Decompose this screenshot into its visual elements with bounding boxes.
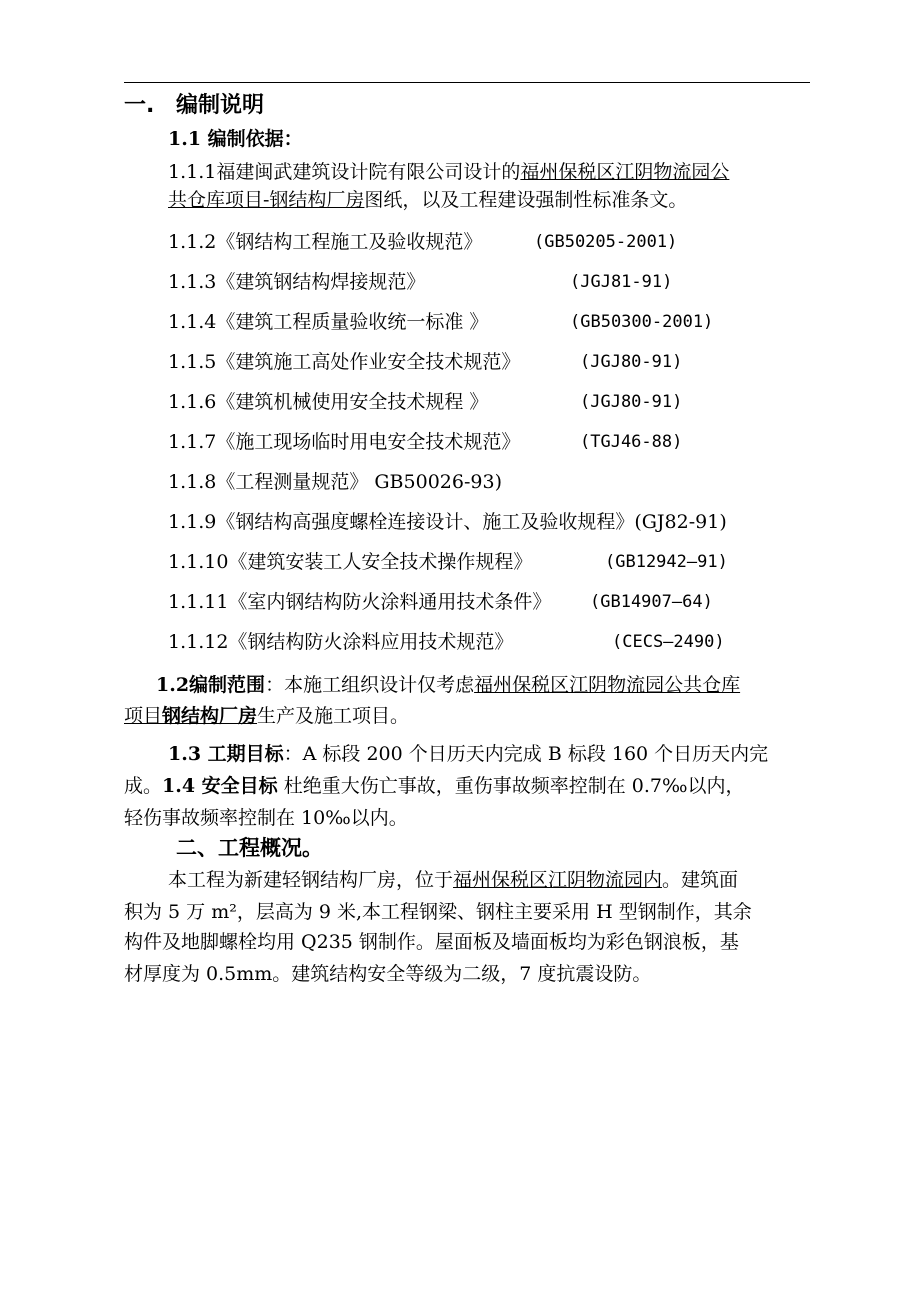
subsection-1-2-line1 <box>156 673 740 697</box>
schedule-text: 成。 <box>124 775 163 797</box>
project-name-link: 福州保税区江阴物流园公 <box>520 161 730 183</box>
ref-code: (GB12942—91) <box>605 552 728 572</box>
overview-line1 <box>168 868 738 892</box>
subsection-label: 1.3 工期目标 <box>168 743 284 765</box>
project-building: 钢结构厂房 <box>162 705 258 727</box>
ref-prefix: 1.1.1 <box>168 161 217 183</box>
ref-code: (GB14907—64) <box>590 592 713 612</box>
ref-code: (CECS—2490) <box>612 632 725 652</box>
subsection-1-1: 1.1 编制依据： <box>168 128 303 150</box>
section-heading-2: 二、工程概况。 <box>176 835 323 860</box>
ref-item: 1.1.7《施工现场临时用电安全技术规范》 <box>168 431 521 453</box>
subsection-label: 1.2编制范围 <box>156 674 266 696</box>
ref-item: 1.1.11《室内钢结构防火涂料通用技术条件》 <box>168 591 552 613</box>
ref-code: (JGJ81-91) <box>570 272 673 292</box>
location-link: 福州保税区江阴物流园内 <box>453 869 663 891</box>
ref-item: 1.1.10《建筑安装工人安全技术操作规程》 <box>168 551 533 573</box>
subsection-1-4-line2: 轻伤事故频率控制在 10‰以内。 <box>124 807 408 829</box>
ref-text: 福建闽武建筑设计院有限公司设计的 <box>216 161 521 183</box>
ref-item: 1.1.5《建筑施工高处作业安全技术规范》 <box>168 351 521 373</box>
ref-1-1-1-line2 <box>168 188 687 212</box>
ref-item: 1.1.12《钢结构防火涂料应用技术规范》 <box>168 631 514 653</box>
ref-item: 1.1.8《工程测量规范》 GB50026-93) <box>168 471 502 493</box>
ref-code: (TGJ46-88) <box>580 432 683 452</box>
overview-line3: 构件及地脚螺栓均用 Q235 钢制作。屋面板及墙面板均为彩色钢浪板，基 <box>124 931 739 953</box>
ref-code: (JGJ80-91) <box>580 392 683 412</box>
subsection-1-2-line2 <box>124 704 409 728</box>
ref-code: (GB50205-2001) <box>534 232 678 252</box>
ref-item: 1.1.4《建筑工程质量验收统一标准 》 <box>168 311 489 333</box>
subsection-1-3-line1 <box>168 742 768 766</box>
project-name-link: 共仓库项目-钢结构厂房 <box>168 189 365 211</box>
overview-text: 。建筑面 <box>662 869 739 891</box>
scope-text: ：本施工组织设计仅考虑 <box>265 674 475 696</box>
overview-line2: 积为 5 万 m²，层高为 9 米,本工程钢梁、钢柱主要采用 H 型钢制作，其余 <box>124 901 752 923</box>
ref-item: 1.1.2《钢结构工程施工及验收规范》 <box>168 231 483 253</box>
overview-text: 本工程为新建轻钢结构厂房，位于 <box>168 869 454 891</box>
scope-text: 生产及施工项目。 <box>257 705 410 727</box>
ref-code: (GB50300-2001) <box>570 312 714 332</box>
ref-item: 1.1.9《钢结构高强度螺栓连接设计、施工及验收规程》(GJ82-91) <box>168 511 727 533</box>
subsection-label: 1.4 安全目标 <box>162 775 278 797</box>
header-rule <box>124 82 810 83</box>
project-name-link: 福州保税区江阴物流园公共仓库 <box>474 674 741 696</box>
ref-code: (JGJ80-91) <box>580 352 683 372</box>
ref-item: 1.1.6《建筑机械使用安全技术规程 》 <box>168 391 489 413</box>
schedule-text: ：A 标段 200 个日历天内完成 B 标段 160 个日历天内完 <box>283 743 769 765</box>
heading-text: 编制说明 <box>176 93 265 118</box>
ref-item: 1.1.3《建筑钢结构焊接规范》 <box>168 271 426 293</box>
project-name-link <box>124 705 257 727</box>
ref-text: 图纸，以及工程建设强制性标准条文。 <box>364 189 688 211</box>
safety-text: 杜绝重大伤亡事故，重伤事故频率控制在 0.7‰以内， <box>277 775 745 797</box>
overview-line4: 材厚度为 0.5mm。建筑结构安全等级为二级，7 度抗震设防。 <box>124 963 652 985</box>
subsection-1-3-line2 <box>124 774 744 798</box>
heading-number: 一. <box>124 93 155 118</box>
section-heading-1 <box>124 94 264 118</box>
ref-1-1-1-line1 <box>168 160 729 184</box>
project-suffix: 项目 <box>124 705 163 727</box>
